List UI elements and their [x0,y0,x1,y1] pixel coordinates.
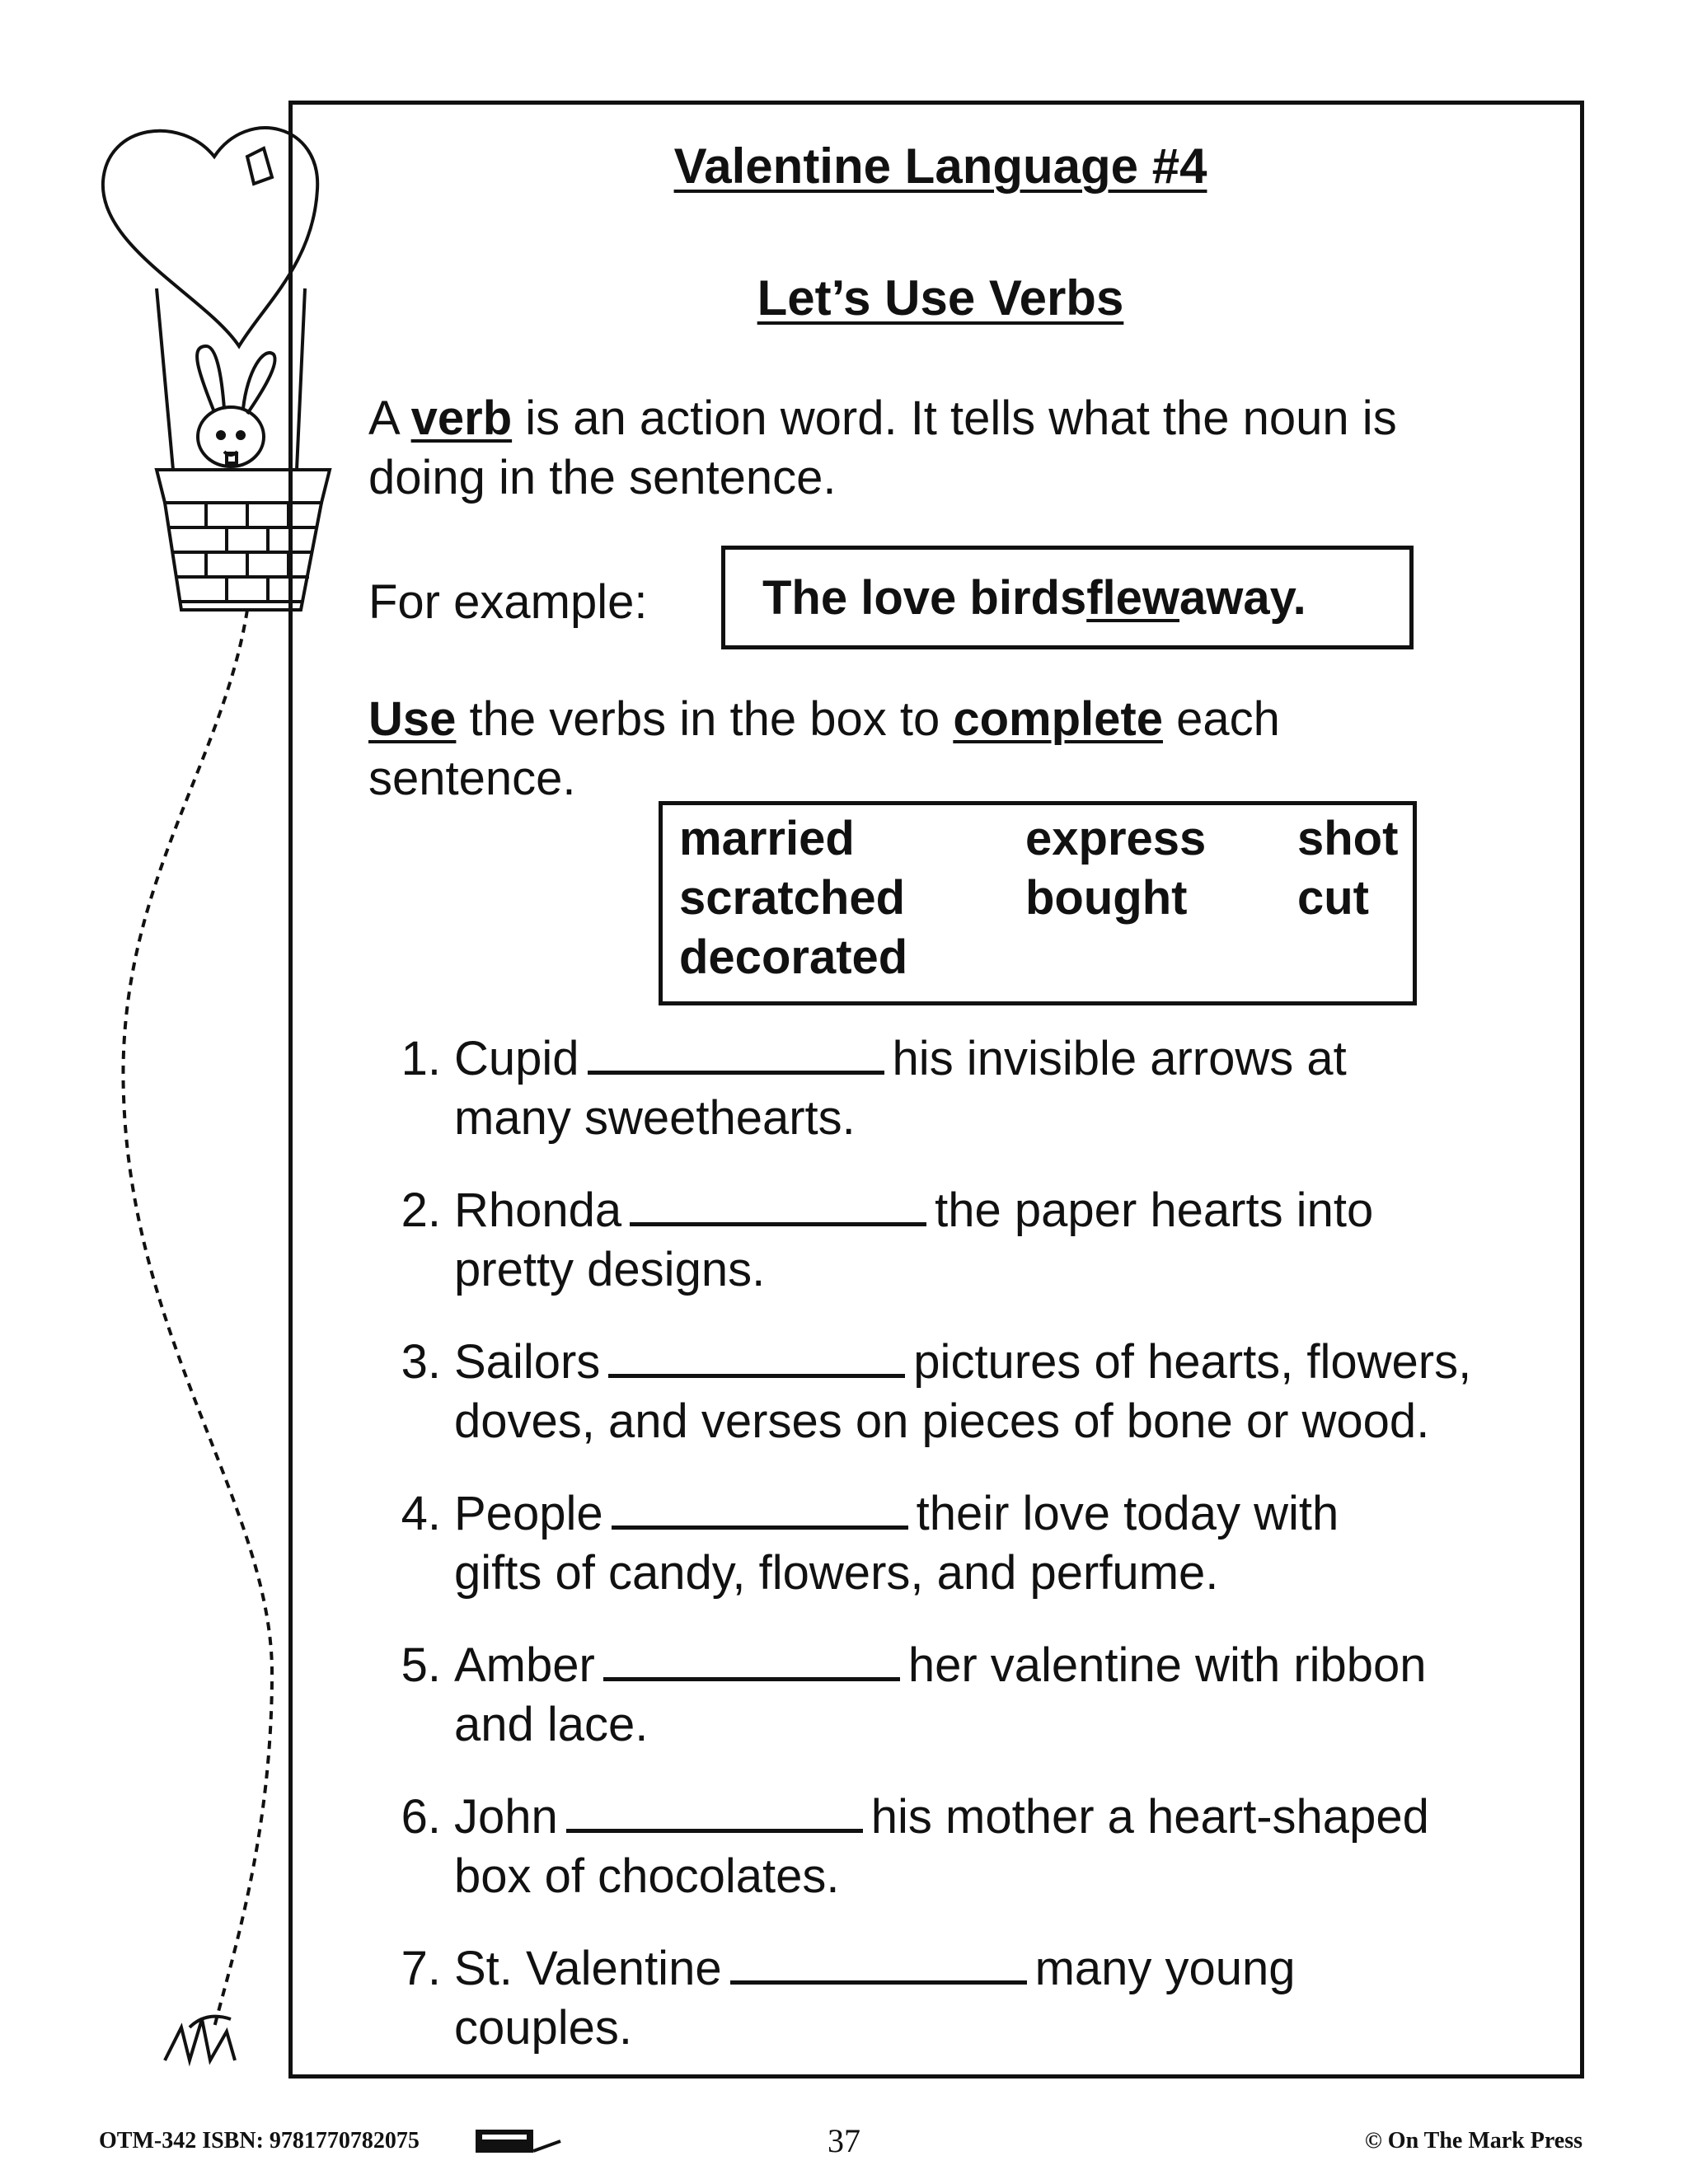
worksheet-subtitle: Let’s Use Verbs [757,270,1124,326]
answer-blank[interactable] [612,1496,908,1530]
example-box: The love birds flew away. [721,546,1414,649]
verb-word-box [659,801,1417,1005]
word-bank-item: express [1025,812,1207,865]
heart-string-icon [123,610,272,2027]
example-label: For example: [368,575,648,629]
worksheet-title: Valentine Language #4 [673,138,1207,194]
word-bank-item: married [679,812,855,865]
heart-balloon-icon [103,128,317,346]
word-bank-item: shot [1297,812,1399,865]
answer-blank[interactable] [730,1951,1027,1985]
answer-blank[interactable] [630,1193,926,1226]
worksheet-frame: Valentine Language #4 Let’s Use Verbs A verb is an action word. It tells what the noun is doing in the sentence. For example: The love birds flew away. Use the verbs in the box to complete each sentence. married express shot scratched bought cut decorated 1. Cupid his invisible arrows at many sweethearts. 2. Rhonda the paper hearts into pretty designs. 3. Sailors pictures of hearts, flowers, doves, and verses on pieces of bone or wood. 4. People their love today with gifts of candy, flowers, and perfume. 5. Amber her valentine with ribbon and lace. 6. John his mother a heart-shaped box of chocolates. 7. St. Valentine many young couples. [288,101,1584,2079]
word-bank-item: cut [1297,871,1369,925]
example-verb: flew [1086,570,1180,625]
word-bank-item: decorated [679,930,908,984]
page-number: 37 [828,2122,860,2159]
word-bank-item: bought [1025,871,1188,925]
answer-blank[interactable] [603,1647,900,1681]
answer-blank[interactable] [608,1344,905,1378]
answer-blank[interactable] [588,1041,884,1075]
word-bank-item: scratched [679,871,906,925]
footer-isbn: OTM-342 ISBN: 9781770782075 [99,2128,420,2154]
bunny-icon [197,346,274,466]
intro-paragraph: A verb is an action word. It tells what the noun is doing in the sentence. [368,391,1397,504]
instruction-paragraph: Use the verbs in the box to complete each sentence. [368,692,1280,805]
footer-copyright: © On The Mark Press [1364,2128,1582,2154]
answer-blank[interactable] [566,1799,863,1833]
verb-term: verb [410,391,513,445]
